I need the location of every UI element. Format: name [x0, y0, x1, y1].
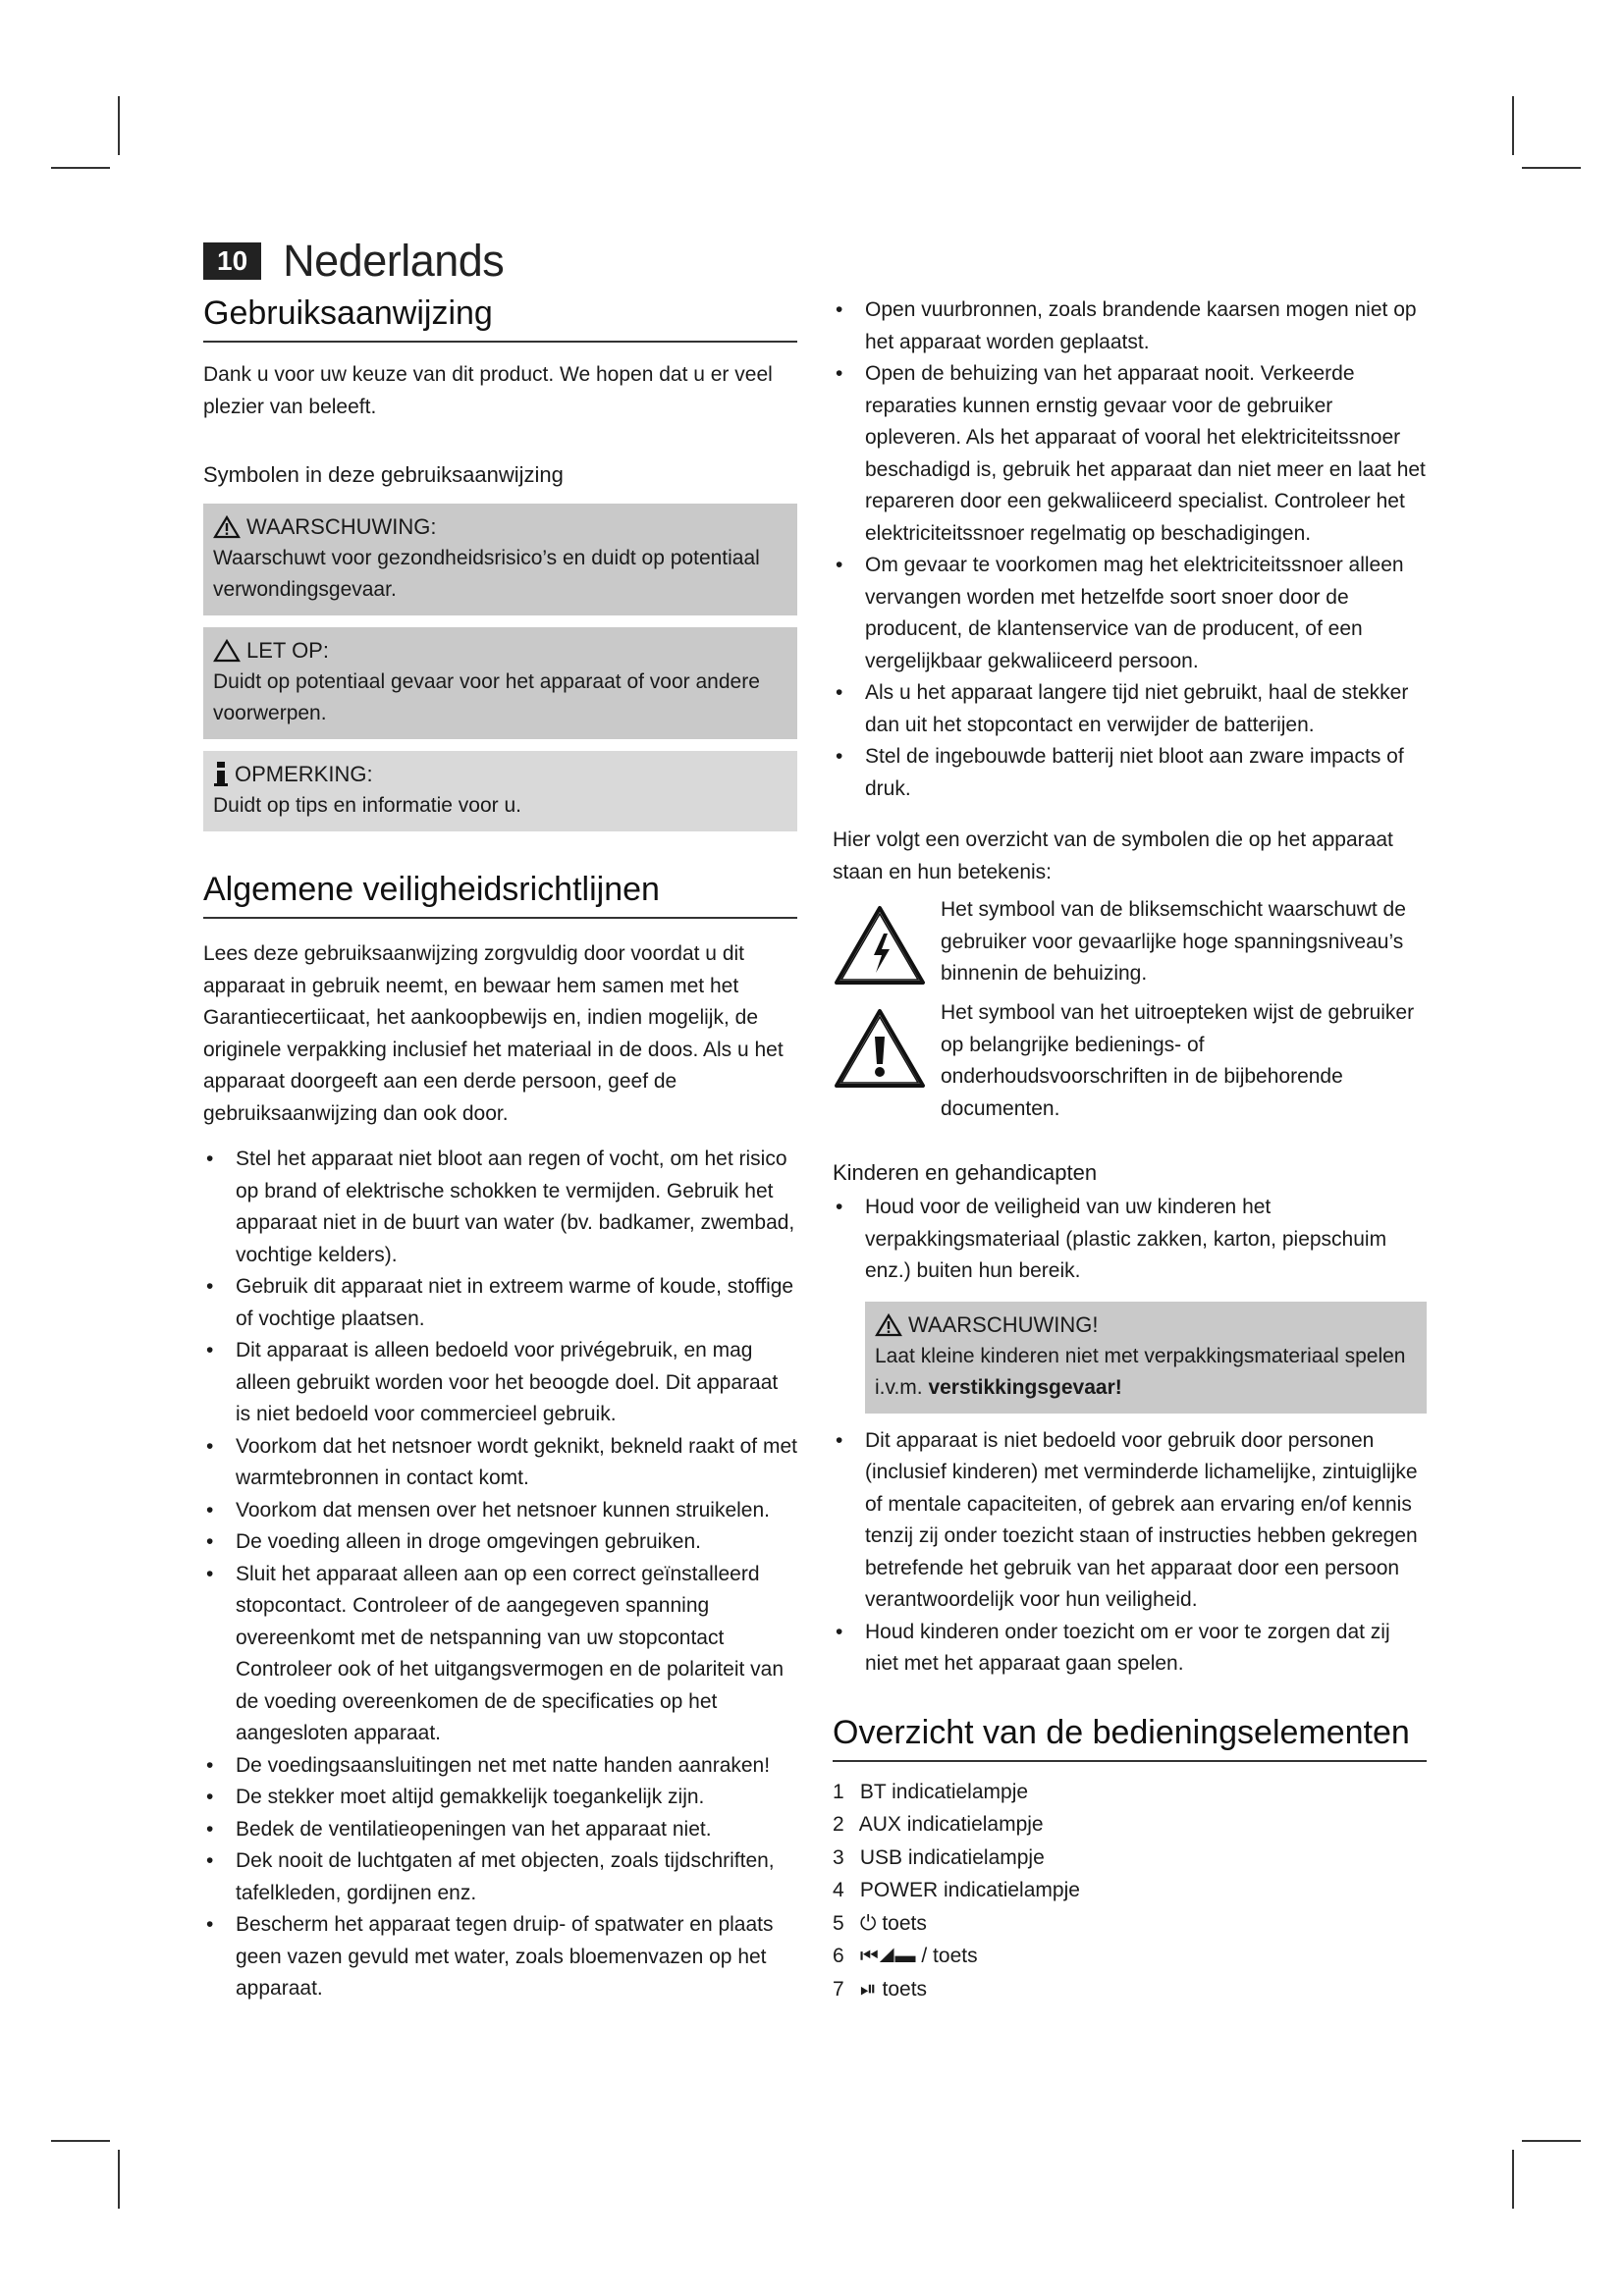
warning-triangle-icon: [875, 1313, 902, 1337]
control-label: BT indicatielampje: [859, 1780, 1029, 1803]
page-header: [203, 236, 504, 287]
control-number: 1: [833, 1780, 844, 1803]
control-label: toets: [882, 1911, 927, 1935]
children-warning-title: WAARSCHUWING!: [908, 1311, 1099, 1337]
control-label: USB indicatielampje: [859, 1845, 1045, 1869]
list-item: • De voeding alleen in droge omgevingen gebruiken.: [203, 1526, 797, 1559]
crop-mark: [118, 96, 120, 155]
crop-mark: [1522, 2140, 1581, 2142]
control-label: / toets: [921, 1945, 978, 1967]
note-box-title: OPMERKING:: [235, 762, 373, 786]
list-item: • Stel het apparaat niet bloot aan regen of vocht, om het risico op brand of elektrische schokken te vermijden. Gebruik het apparaat niet in de buurt van water (bv. badkamer, zwembad, vochtige kelders).: [203, 1144, 797, 1271]
play-pause-icon: ⏯: [859, 1977, 877, 2001]
warning-box: [203, 504, 797, 615]
list-item: • Houd kinderen onder toezicht om er voor te zorgen dat zij niet met het apparaat gaan spelen.: [833, 1617, 1427, 1681]
list-item: • Open de behuizing van het apparaat nooit. Verkeerde reparaties kunnen ernstig gevaar voor de gebruiker opleveren. Als het apparaat of vooral het elektriciteitssnoer beschadigd is, gebruik het apparaat dan niet meer en laat het repareren door een gekwaliiceerd specialist. Controleer het elektriciteitssnoer regelmatig op beschadigingen.: [833, 358, 1427, 550]
intro-text: Dank u voor uw keuze van dit product. We hopen dat u er veel plezier van beleeft.: [203, 363, 773, 418]
caution-box: [203, 627, 797, 739]
list-item: • Sluit het apparaat alleen aan op een correct geïnstalleerd stopcontact. Controleer of de aangegeven spanning overeenkomt met de netspanning van uw stopcontact Controleer ook of het uitgangsvermogen en de polariteit van de voeding overeenkomen de de specificaties op het aangesloten apparaat.: [203, 1559, 797, 1750]
list-item: [833, 1874, 1427, 1907]
caution-triangle-icon: [213, 639, 241, 663]
list-item: [833, 1776, 1427, 1809]
exclamation-warning-icon: [833, 1007, 941, 1095]
crop-mark: [1512, 96, 1514, 155]
page-number: 10: [203, 242, 261, 280]
safety-intro: Lees deze gebruiksaanwijzing zorgvuldig door voordat u dit apparaat in gebruik neemt, en bewaar hem samen met het Garantiecertiicaat, het aankoopbewijs en, indien mogelijk, de originele verpakking inclusief het materiaal in de doos. Als u het apparaat doorgeeft aan een derde persoon, geef de gebruiksaanwijzing dan ook door.: [203, 942, 784, 1125]
control-number: 2: [833, 1813, 844, 1836]
control-number: 3: [833, 1845, 844, 1869]
caution-box-title: LET OP:: [246, 638, 329, 663]
children-bullet-list-2: [833, 1425, 1427, 1681]
symbols-intro: Hier volgt een overzicht van de symbolen die op het apparaat staan en hun betekenis:: [833, 828, 1393, 883]
exclamation-symbol-row: [833, 997, 1427, 1125]
list-item: • Bedek de ventilatieopeningen van het apparaat niet.: [203, 1814, 797, 1846]
children-bullet-list: [833, 1192, 1427, 1288]
control-number: 4: [833, 1879, 844, 1901]
lightning-symbol-text: Het symbool van de bliksemschicht waarschuwt de gebruiker voor gevaarlijke hoge spanningsniveau’s binnenin de behuizing.: [941, 898, 1406, 985]
symbols-heading: Symbolen in deze gebruiksaanwijzing: [203, 462, 564, 487]
warning-box-text: Waarschuwt voor gezondheidsrisico’s en duidt op potentiaal verwondingsgevaar.: [213, 547, 760, 601]
warning-triangle-icon: [213, 515, 241, 539]
crop-mark: [51, 2140, 110, 2142]
list-item: [833, 1973, 1427, 2006]
list-item: • Als u het apparaat langere tijd niet gebruikt, haal de stekker dan uit het stopcontact en verwijder de batterijen.: [833, 677, 1427, 741]
list-item: • Dit apparaat is alleen bedoeld voor privégebruik, en mag alleen gebruikt worden voor het beoogde doel. Dit apparaat is niet bedoeld voor commercieel gebruik.: [203, 1335, 797, 1431]
control-number: 6: [833, 1945, 844, 1967]
page-language: Nederlands: [283, 236, 505, 286]
list-item: • De stekker moet altijd gemakkelijk toegankelijk zijn.: [203, 1782, 797, 1814]
power-icon: ⏻: [859, 1911, 877, 1935]
list-item: • Om gevaar te voorkomen mag het elektriciteitssnoer alleen vervangen worden met hetzelfde soort snoer door de producent, de klantenservice van de producent, of een vergelijkbaar gekwaliiceerd persoon.: [833, 550, 1427, 677]
warning-box-title: WAARSCHUWING:: [246, 514, 437, 539]
lightning-symbol-row: [833, 894, 1427, 991]
list-item: • Dit apparaat is niet bedoeld voor gebruik door personen (inclusief kinderen) met verminderde lichamelijke, zintuiglijke of mentale capaciteiten, of gebrek aan ervaring en/of kennis tenzij zij onder toezicht staan of instructies hebben gekregen betrefende het gebruik van het apparaat door een persoon verantwoordelijk voor hun veiligheid.: [833, 1425, 1427, 1617]
controls-heading: Overzicht van de bedieningselementen: [833, 1714, 1427, 1762]
list-item: • Gebruik dit apparaat niet in extreem warme of koude, stoffige of vochtige plaatsen.: [203, 1271, 797, 1335]
safety-bullet-list: [203, 1144, 797, 2005]
list-item: • Voorkom dat mensen over het netsnoer kunnen struikelen.: [203, 1495, 797, 1527]
children-warning-text: [875, 1341, 1417, 1404]
children-heading: Kinderen en gehandicapten: [833, 1160, 1098, 1185]
note-box-text: Duidt op tips en informatie voor u.: [213, 794, 521, 817]
right-column: [833, 294, 1427, 2005]
list-item: • Bescherm het apparaat tegen druip- of spatwater en plaats geen vazen gevuld met water, zoals bloemenvazen op het apparaat.: [203, 1909, 797, 2005]
list-item: • Houd voor de veiligheid van uw kinderen het verpakkingsmateriaal (plastic zakken, karton, piepschuim enz.) buiten hun bereik.: [833, 1192, 1427, 1288]
control-label: POWER indicatielampje: [859, 1879, 1080, 1901]
manual-title: Gebruiksaanwijzing: [203, 294, 797, 343]
controls-list: [833, 1776, 1427, 2006]
safety-bullet-list-continued: [833, 294, 1427, 805]
list-item: [833, 1842, 1427, 1875]
caution-box-text: Duidt op potentiaal gevaar voor het apparaat of voor andere voorwerpen.: [213, 670, 760, 724]
exclamation-symbol-text: Het symbool van het uitroepteken wijst de gebruiker op belangrijke bedienings- of onderhoudsvoorschriften in de bijbehorende documenten.: [941, 1001, 1415, 1120]
note-box: [203, 751, 797, 831]
children-warning-emphasis: verstikkingsgevaar!: [928, 1375, 1122, 1399]
list-item: [833, 1940, 1427, 1973]
list-item: [833, 1907, 1427, 1941]
info-icon: [213, 762, 229, 787]
safety-heading: Algemene veiligheidsrichtlijnen: [203, 871, 797, 919]
children-warning-box: [865, 1302, 1427, 1414]
list-item: • Dek nooit de luchtgaten af met objecten, zoals tijdschriften, tafelkleden, gordijnen enz.: [203, 1845, 797, 1909]
list-item: • De voedingsaansluitingen net met natte handen aanraken!: [203, 1750, 797, 1783]
previous-volume-down-icon: ⏮◢▬: [859, 1945, 916, 1967]
list-item: • Open vuurbronnen, zoals brandende kaarsen mogen niet op het apparaat worden geplaatst.: [833, 294, 1427, 358]
list-item: [833, 1808, 1427, 1842]
crop-mark: [1512, 2150, 1514, 2209]
crop-mark: [51, 167, 110, 169]
crop-mark: [1522, 167, 1581, 169]
control-label: AUX indicatielampje: [858, 1813, 1044, 1836]
list-item: • Stel de ingebouwde batterij niet bloot aan zware impacts of druk.: [833, 741, 1427, 805]
left-column: [203, 294, 797, 2005]
control-number: 5: [833, 1911, 844, 1935]
crop-mark: [118, 2150, 120, 2209]
list-item: • Voorkom dat het netsnoer wordt geknikt, bekneld raakt of met warmtebronnen in contact komt.: [203, 1431, 797, 1495]
children-warning-body: Laat kleine kinderen niet met verpakkingsmateriaal spelen i.v.m.: [875, 1344, 1406, 1399]
control-number: 7: [833, 1977, 844, 2001]
lightning-warning-icon: [833, 904, 941, 991]
control-label: toets: [882, 1977, 928, 2001]
